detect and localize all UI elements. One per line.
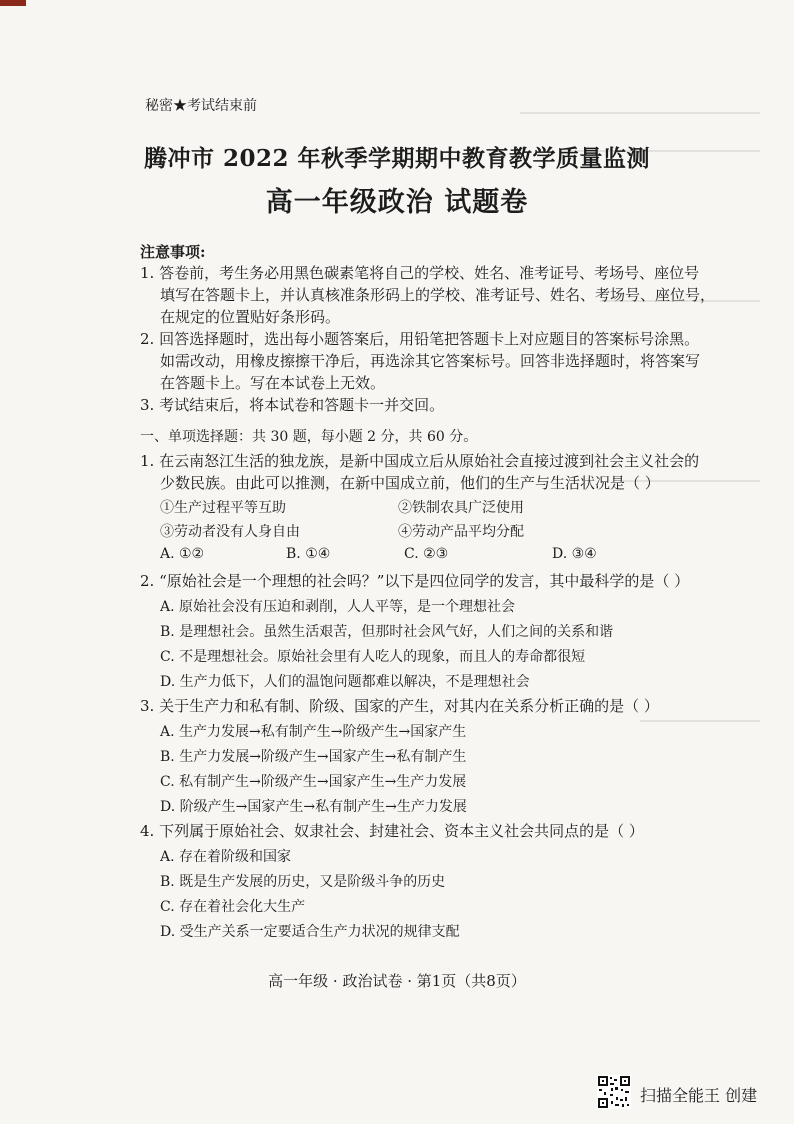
answer-option-a: A. 原始社会没有压迫和剥削，人人平等，是一个理想社会 (160, 599, 516, 615)
bleed-through-mark (640, 720, 760, 722)
answer-option-c: C. ②③ (404, 546, 449, 562)
question-stem: 4. 下列属于原始社会、奴隶社会、封建社会、资本主义社会共同点的是（ ） (140, 822, 644, 840)
notice-line: 填写在答题卡上，并认真核准条形码上的学校、准考证号、姓名、考场号、座位号， (160, 286, 716, 304)
question-stem: 少数民族。由此可以推测，在新中国成立前，他们的生产与生活状况是（ ） (160, 474, 660, 492)
notice-heading: 注意事项: (140, 243, 206, 261)
answer-option-b: B. 既是生产发展的历史，又是阶级斗争的历史 (160, 874, 446, 890)
notice-line: 在规定的位置贴好条形码。 (160, 308, 341, 326)
statement-item: ②铁制农具广泛使用 (398, 500, 524, 516)
notice-line: 如需改动，用橡皮擦擦干净后，再选涂其它答案标号。回答非选择题时，将答案写 (160, 352, 701, 370)
page-footer: 高一年级 · 政治试卷 · 第1页（共8页） (268, 972, 526, 990)
question-stem: 3. 关于生产力和私有制、阶级、国家的产生，对其内在关系分析正确的是（ ） (140, 697, 659, 715)
notice-line: 在答题卡上。写在本试卷上无效。 (160, 374, 386, 392)
question-stem: 2. “原始社会是一个理想的社会吗？”以下是四位同学的发言，其中最科学的是（ ） (140, 572, 690, 590)
answer-option-d: D. 生产力低下，人们的温饱问题都难以解决，不是理想社会 (160, 674, 530, 690)
answer-option-a: A. ①② (160, 546, 205, 562)
bleed-through-mark (520, 112, 760, 114)
answer-option-d: D. 受生产关系一定要适合生产力状况的规律支配 (160, 924, 460, 940)
exam-title: 腾冲市 2022 年秋季学期期中教育教学质量监测 (143, 145, 651, 172)
answer-option-c: C. 存在着社会化大生产 (160, 899, 306, 915)
scanner-watermark: 扫描全能王 创建 (640, 1086, 758, 1105)
confidential-label: 秘密★考试结束前 (145, 98, 257, 114)
statement-item: ④劳动产品平均分配 (398, 524, 524, 540)
section-heading: 一、单项选择题：共 30 题，每小题 2 分，共 60 分。 (140, 429, 478, 445)
answer-option-d: D. 阶级产生→国家产生→私有制产生→生产力发展 (160, 799, 467, 815)
answer-option-b: B. 是理想社会。虽然生活艰苦，但那时社会风气好，人们之间的关系和谐 (160, 624, 614, 640)
question-stem: 1. 在云南怒江生活的独龙族，是新中国成立后从原始社会直接过渡到社会主义社会的 (140, 452, 700, 470)
answer-option-b: B. 生产力发展→阶级产生→国家产生→私有制产生 (160, 749, 467, 765)
notice-line: 3. 考试结束后，将本试卷和答题卡一并交回。 (140, 396, 445, 414)
statement-item: ①生产过程平等互助 (160, 500, 286, 516)
notice-line: 2. 回答选择题时，选出每小题答案后，用铅笔把答题卡上对应题目的答案标号涂黑。 (140, 330, 700, 348)
exam-subtitle: 高一年级政治 试题卷 (265, 187, 529, 218)
answer-option-a: A. 生产力发展→私有制产生→阶级产生→国家产生 (160, 724, 467, 740)
answer-option-a: A. 存在着阶级和国家 (160, 849, 292, 865)
binding-tape (0, 0, 26, 6)
statement-item: ③劳动者没有人身自由 (160, 524, 300, 540)
answer-option-b: B. ①④ (286, 546, 331, 562)
answer-option-c: C. 不是理想社会。原始社会里有人吃人的现象，而且人的寿命都很短 (160, 649, 586, 665)
answer-option-c: C. 私有制产生→阶级产生→国家产生→生产力发展 (160, 774, 467, 790)
qr-code-icon (597, 1075, 631, 1109)
notice-line: 1. 答卷前，考生务必用黑色碳素笔将自己的学校、姓名、准考证号、考场号、座位号 (140, 264, 700, 282)
answer-option-d: D. ③④ (552, 546, 597, 562)
